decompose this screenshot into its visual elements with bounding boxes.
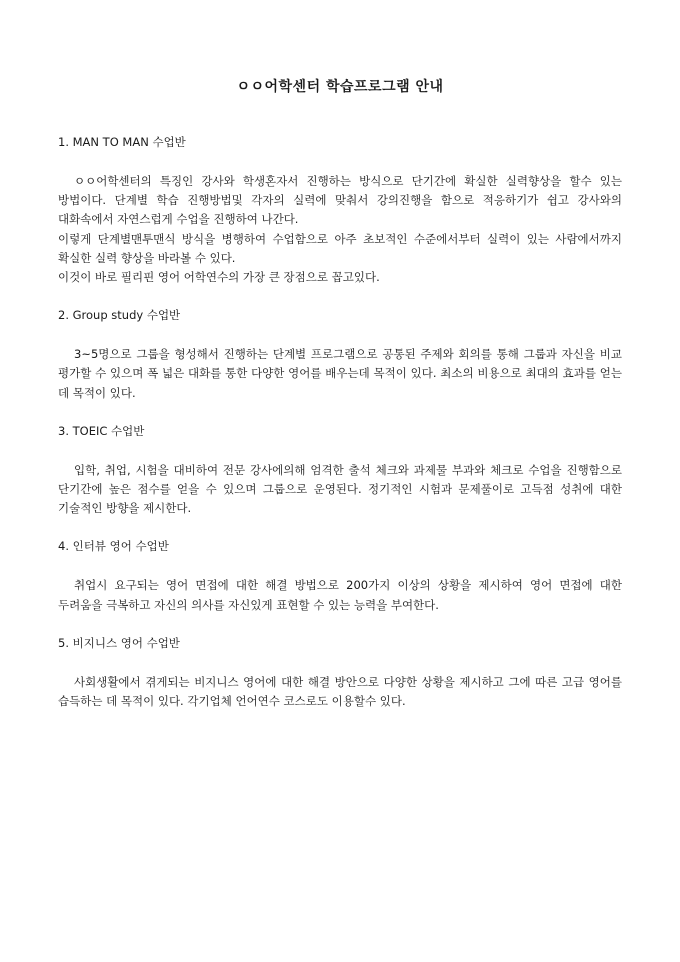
section-paragraph: 취업시 요구되는 영어 면접에 대한 해결 방법으로 200가지 이상의 상황을 제시하여 영어 면접에 대한 두려움을 극복하고 자신의 의사를 자신있게 표현할 수 있는 능력을 부여한다.: [58, 578, 622, 612]
section-heading: 2. Group study 수업반: [58, 308, 181, 323]
section-paragraph: ㅇㅇ어학센터의 특징인 강사와 학생혼자서 진행하는 방식으로 단기간에 확실한 실력향상을 할수 있는 방법이다. 단계별 학습 진행방법및 각자의 실력에 맞춰서 강의진행을 함으로 적응하기가 쉽고 강사와의 대화속에서 자연스럽게 수업을 진행하여 나간다.: [58, 174, 622, 227]
document-title: ㅇㅇ어학센터 학습프로그램 안내: [236, 79, 444, 95]
section-paragraph: 이렇게 단계별맨투맨식 방식을 병행하여 수업함으로 아주 초보적인 수준에서부터 실력이 있는 사람에서까지 확실한 실력 향상을 바라볼 수 있다.: [58, 231, 622, 265]
section-heading: 3. TOEIC 수업반: [58, 423, 145, 438]
section-paragraph: 사회생활에서 겪게되는 비지니스 영어에 대한 해결 방안으로 다양한 상황을 제시하고 그에 따른 고급 영어를 습득하는 데 목적이 있다. 각기업체 언어연수 코스로도 이용할수 있다.: [58, 674, 622, 709]
section-paragraph: 3~5명으로 그룹을 형성해서 진행하는 단계별 프로그램으로 공통된 주제와 회의를 통해 그룹과 자신을 비교 평가할 수 있으며 폭 넓은 대화를 통한 다양한 영어를 배우는데 목적이 있다. 최소의 비용으로 최대의 효과를 얻는 데 목적이 있다.: [58, 347, 622, 400]
section-business-english: [58, 635, 622, 711]
section-heading: 1. MAN TO MAN 수업반: [58, 135, 186, 149]
section-man-to-man: [58, 134, 622, 287]
section-group-study: [58, 307, 622, 403]
section-paragraph: 이것이 바로 필리핀 영어 어학연수의 가장 큰 장점으로 꼽고있다.: [58, 270, 380, 285]
section-heading: 5. 비지니스 영어 수업반: [58, 635, 180, 650]
document-page: [58, 76, 622, 731]
section-toeic: [58, 423, 622, 519]
section-interview-english: [58, 538, 622, 614]
section-heading: 4. 인터뷰 영어 수업반: [58, 539, 169, 554]
section-paragraph: 입학, 취업, 시험을 대비하여 전문 강사에의해 엄격한 출석 체크와 과제물 부과와 체크로 수업을 진행함으로 단기간에 높은 점수를 얻을 수 있으며 그룹으로 운영된다. 정기적인 시험과 문제풀이로 고득점 성취에 대한 기술적인 방향을 제시한다.: [58, 462, 622, 516]
